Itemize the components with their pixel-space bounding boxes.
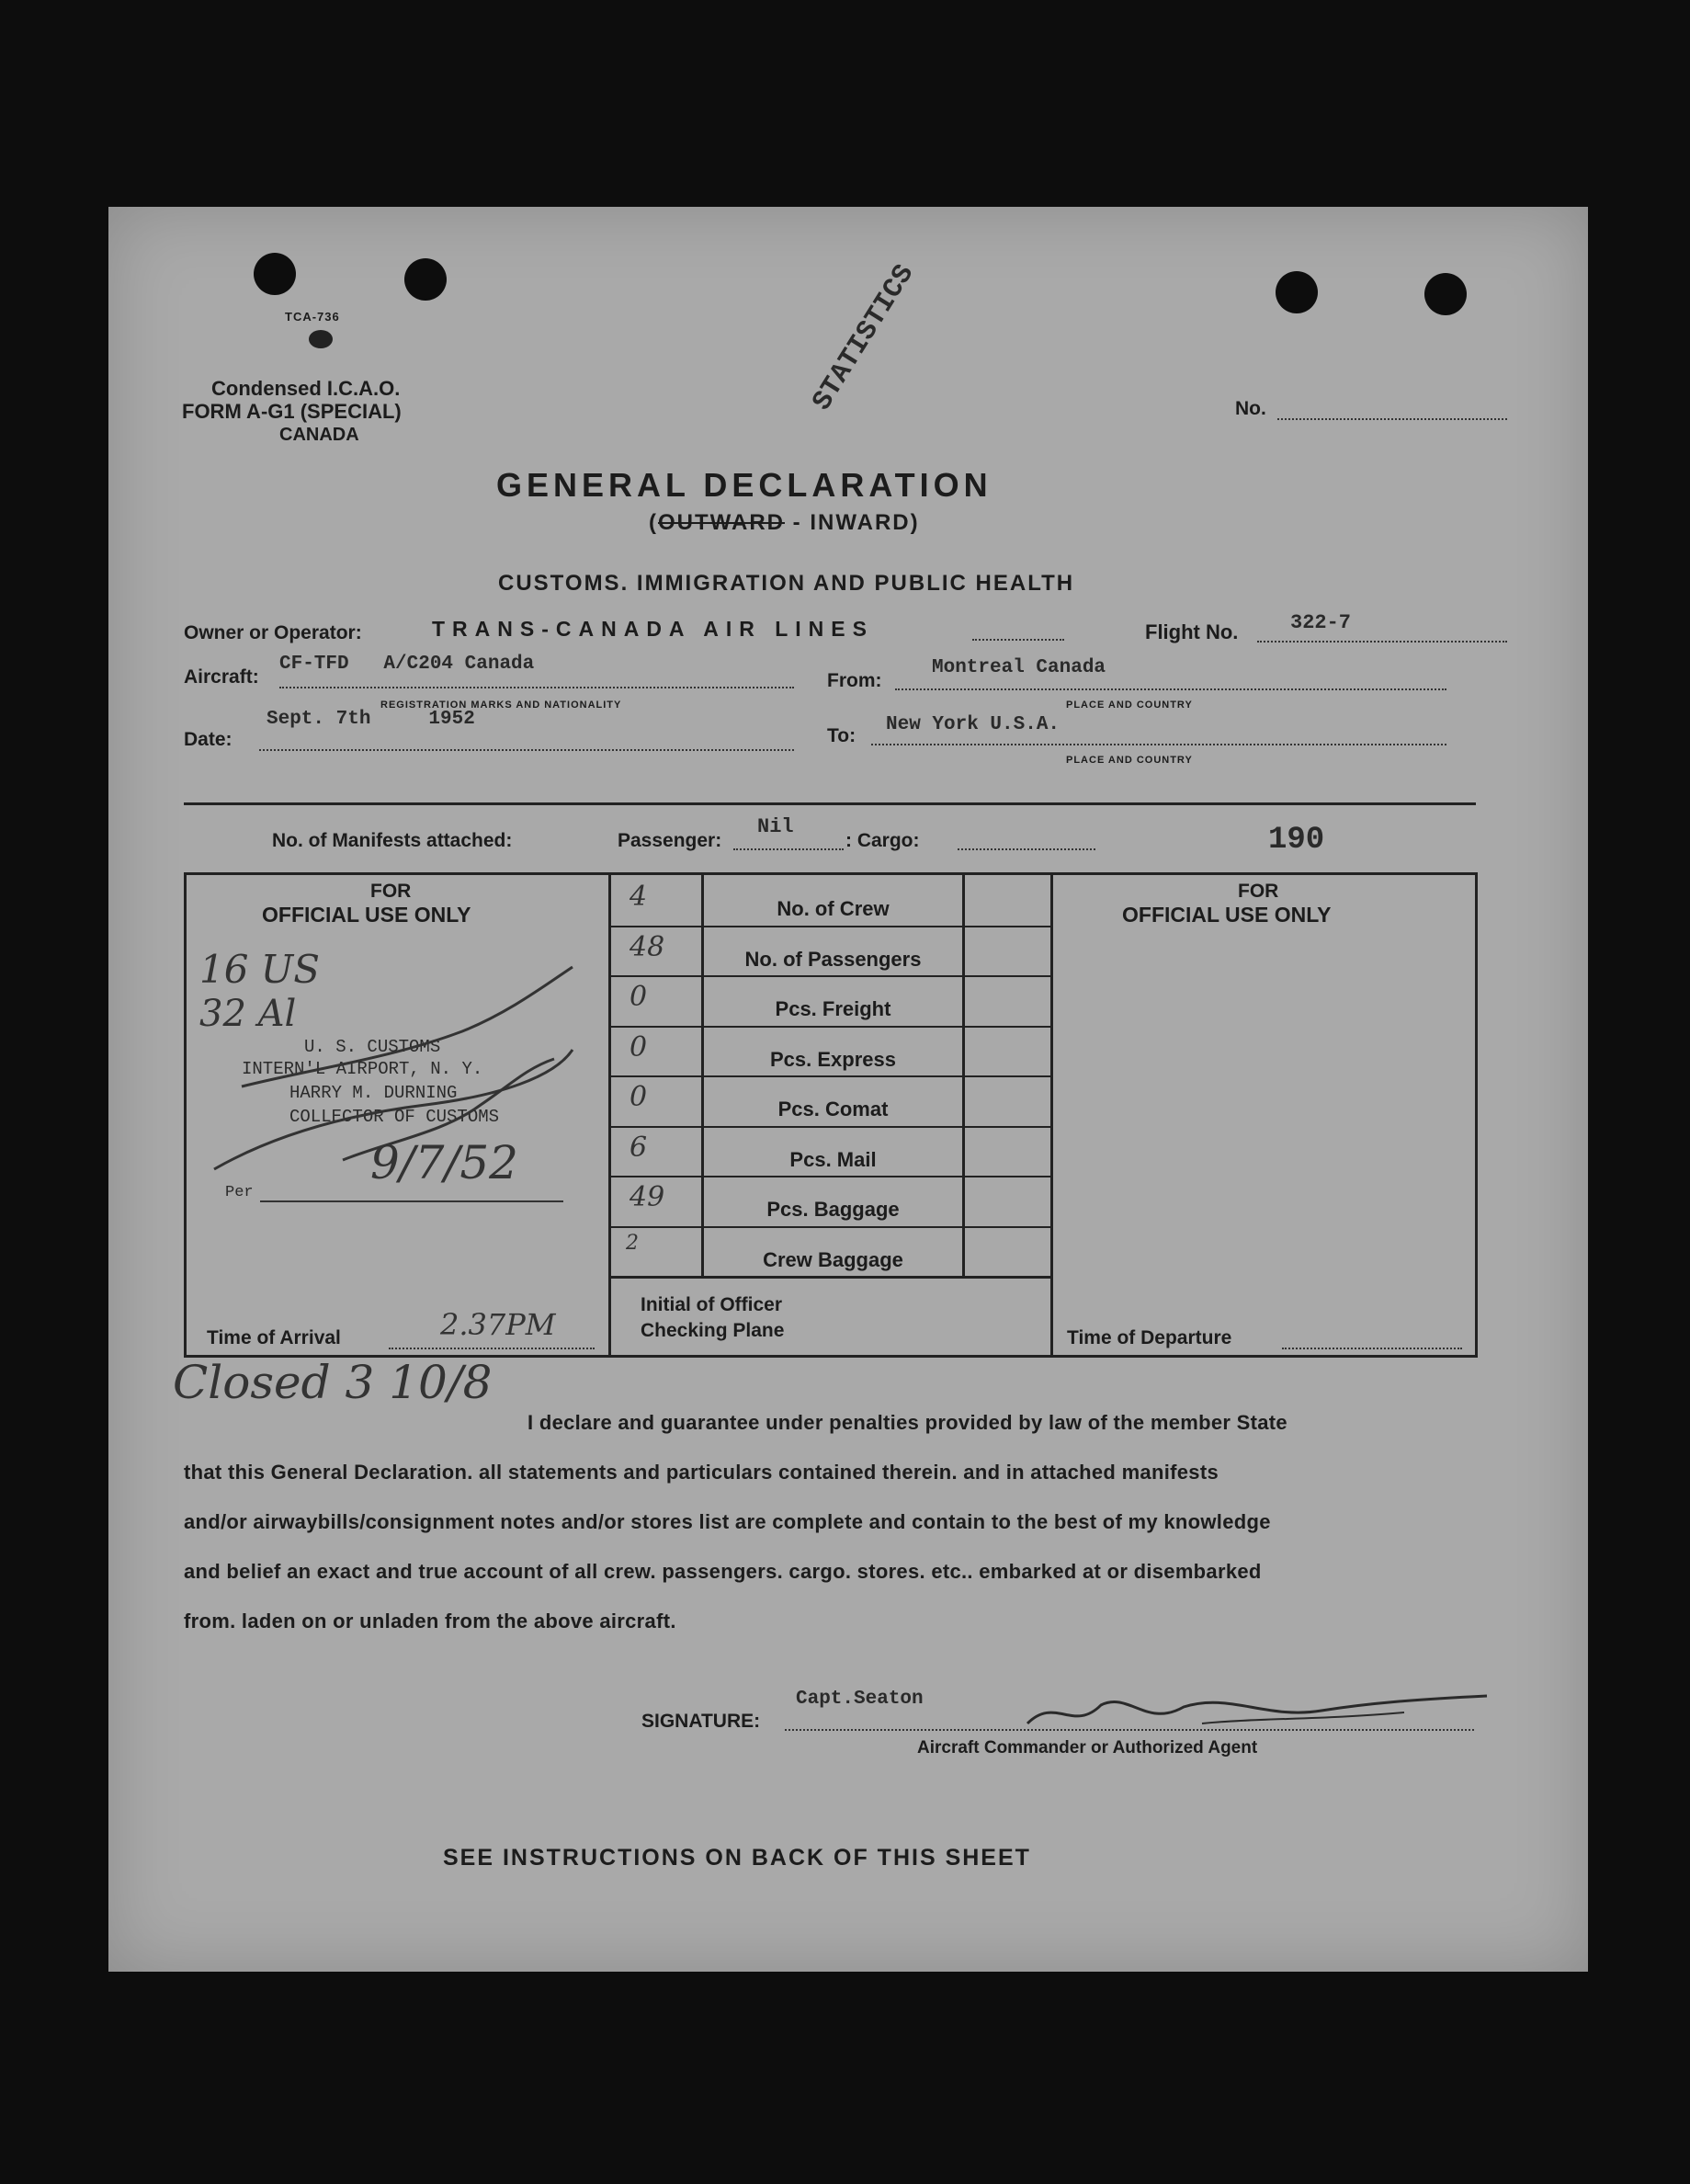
flight-label: Flight No. bbox=[1145, 620, 1239, 643]
left-for-label: FOR bbox=[370, 881, 412, 902]
stamp-line-3: HARRY M. DURNING bbox=[289, 1083, 458, 1103]
footer-instructions: SEE INSTRUCTIONS ON BACK OF THIS SHEET bbox=[443, 1845, 1031, 1871]
form-line3: CANADA bbox=[279, 425, 359, 445]
left-official-label: OFFICIAL USE ONLY bbox=[262, 903, 471, 927]
table-row-line bbox=[608, 1026, 1053, 1028]
row-label: Pcs. Baggage bbox=[766, 1198, 900, 1221]
to-label: To: bbox=[827, 725, 856, 746]
aircraft-label: Aircraft: bbox=[184, 666, 259, 688]
arrival-value: 2.37PM bbox=[440, 1307, 556, 1342]
from-label: From: bbox=[827, 670, 882, 691]
arrival-label: Time of Arrival bbox=[207, 1327, 341, 1348]
aircraft-field bbox=[279, 687, 794, 688]
departure-field bbox=[1282, 1348, 1462, 1349]
stamp-line-1: U. S. CUSTOMS bbox=[304, 1037, 441, 1057]
right-for-label: FOR bbox=[1238, 881, 1279, 902]
right-official-label: OFFICIAL USE ONLY bbox=[1122, 903, 1332, 927]
manifests-label: No. of Manifests attached: bbox=[272, 830, 513, 851]
table-row-line bbox=[608, 975, 1053, 977]
table-row-line bbox=[608, 1276, 1053, 1279]
table-row-line bbox=[608, 1176, 1053, 1177]
form-code: TCA-736 bbox=[285, 310, 340, 324]
section-heading: CUSTOMS. IMMIGRATION AND PUBLIC HEALTH bbox=[498, 571, 1075, 596]
page-subtitle bbox=[649, 510, 920, 536]
initial-label-2: Checking Plane bbox=[641, 1320, 785, 1341]
aircraft-value: CF-TFD A/C204 Canada bbox=[279, 654, 535, 675]
from-place-caption: PLACE AND COUNTRY bbox=[1066, 700, 1193, 711]
form-sheet bbox=[108, 207, 1588, 1972]
punch-hole bbox=[404, 258, 447, 301]
note-us: 16 US bbox=[199, 947, 320, 992]
owner-label: Owner or Operator: bbox=[184, 622, 362, 643]
separator-line bbox=[184, 802, 1476, 805]
officer-signature-scribble bbox=[205, 949, 591, 1206]
registration-caption: REGISTRATION MARKS AND NATIONALITY bbox=[380, 700, 622, 711]
row-value: 0 bbox=[629, 1081, 648, 1113]
flight-field bbox=[1257, 641, 1507, 643]
row-value: 4 bbox=[629, 881, 648, 913]
table-row-line bbox=[608, 1126, 1053, 1128]
row-label: Pcs. Mail bbox=[789, 1147, 877, 1171]
declaration-line-5: from. laden on or unladen from the above aircraft. bbox=[184, 1610, 676, 1632]
flight-value: 322-7 bbox=[1290, 611, 1352, 634]
no-label: No. bbox=[1235, 398, 1266, 419]
table-divider bbox=[608, 875, 611, 1355]
stamp-line-2: INTERN'L AIRPORT, N. Y. bbox=[242, 1059, 483, 1079]
from-value: Montreal Canada bbox=[932, 657, 1106, 678]
owner-value: TRANS-CANADA AIR LINES bbox=[432, 617, 874, 641]
punch-hole bbox=[254, 253, 296, 295]
punch-hole bbox=[1424, 273, 1467, 315]
passenger-label: Passenger: bbox=[618, 830, 722, 851]
subtitle-inward: - INWARD) bbox=[784, 510, 920, 535]
note-al: 32 Al bbox=[199, 993, 297, 1035]
cargo-value: 190 bbox=[1268, 823, 1325, 858]
row-label: Pcs. Express bbox=[770, 1047, 896, 1071]
declaration-line-1: I declare and guarantee under penalties provided by law of the member State bbox=[527, 1411, 1287, 1434]
statistics-stamp: STATISTICS bbox=[807, 259, 922, 417]
punch-hole bbox=[1276, 271, 1318, 313]
subtitle-outward: OUTWARD bbox=[658, 510, 785, 535]
row-label: No. of Passengers bbox=[744, 947, 922, 971]
signature-name: Capt.Seaton bbox=[796, 1689, 924, 1710]
form-line1: Condensed I.C.A.O. bbox=[211, 377, 401, 400]
declaration-line-3: and/or airwaybills/consignment notes and/or stores list are complete and contain to the best of my knowledge bbox=[184, 1510, 1271, 1533]
cargo-field bbox=[958, 848, 1095, 850]
cargo-label: : Cargo: bbox=[845, 830, 920, 851]
declaration-line-2: that this General Declaration. all statements and particulars contained therein. and in attached manifests bbox=[184, 1461, 1219, 1484]
table-row-line bbox=[608, 1226, 1053, 1228]
handwritten-date: 9/7/52 bbox=[370, 1136, 518, 1189]
arrival-field bbox=[389, 1348, 595, 1349]
passenger-value: Nil bbox=[757, 815, 794, 838]
airline-logo-icon bbox=[309, 330, 333, 348]
form-line2: FORM A-G1 (SPECIAL) bbox=[182, 400, 402, 423]
date-field bbox=[259, 749, 794, 751]
departure-label: Time of Departure bbox=[1067, 1327, 1232, 1348]
initial-label-1: Initial of Officer bbox=[641, 1294, 783, 1315]
stamp-per: Per bbox=[225, 1184, 254, 1201]
from-field bbox=[895, 688, 1446, 690]
to-value: New York U.S.A. bbox=[886, 714, 1061, 735]
closed-note: Closed 3 10/8 bbox=[173, 1356, 493, 1409]
date-value: Sept. 7th 1952 bbox=[267, 709, 475, 730]
row-value: 48 bbox=[629, 930, 665, 963]
date-label: Date: bbox=[184, 729, 233, 750]
row-value: 0 bbox=[629, 1030, 648, 1064]
page-title: GENERAL DECLARATION bbox=[496, 466, 992, 504]
signature-label: SIGNATURE: bbox=[641, 1711, 761, 1732]
row-label: Pcs. Freight bbox=[775, 997, 891, 1020]
row-label: No. of Crew bbox=[777, 897, 890, 920]
no-field bbox=[1277, 418, 1507, 420]
commander-signature bbox=[1018, 1687, 1496, 1742]
row-value: 6 bbox=[629, 1131, 648, 1164]
to-place-caption: PLACE AND COUNTRY bbox=[1066, 755, 1193, 766]
passenger-field bbox=[733, 848, 844, 850]
row-value: 49 bbox=[629, 1181, 665, 1213]
table-row-line bbox=[608, 926, 1053, 927]
row-value: 0 bbox=[629, 981, 648, 1013]
table-divider bbox=[1050, 875, 1053, 1355]
signature-caption: Aircraft Commander or Authorized Agent bbox=[917, 1738, 1258, 1757]
row-value: 2 bbox=[626, 1231, 639, 1255]
stamp-line-4: COLLECTOR OF CUSTOMS bbox=[289, 1107, 500, 1127]
table-row-line bbox=[608, 1075, 1053, 1077]
declaration-line-4: and belief an exact and true account of all crew. passengers. cargo. stores. etc.. embarked at or disembarked bbox=[184, 1560, 1262, 1583]
owner-field bbox=[972, 639, 1064, 641]
to-field bbox=[871, 744, 1446, 745]
row-label: Pcs. Comat bbox=[777, 1098, 889, 1120]
row-label: Crew Baggage bbox=[763, 1247, 903, 1271]
subtitle-open: ( bbox=[649, 510, 658, 535]
manifest-table bbox=[184, 872, 1478, 1358]
